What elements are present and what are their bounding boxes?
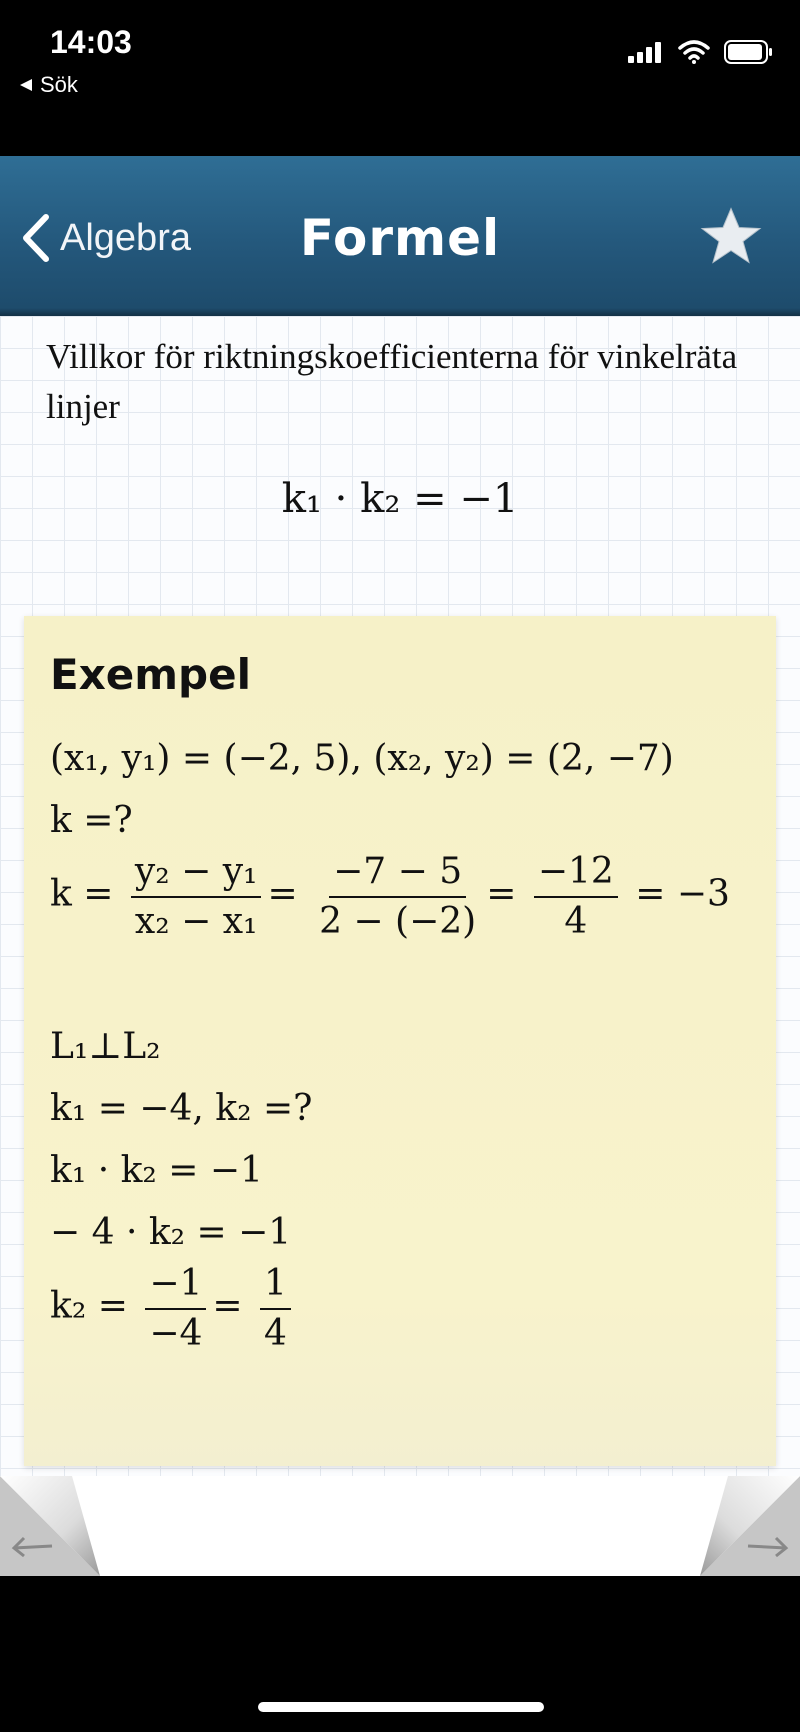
example-k-values: k₁ = −4, k₂ =? [50,1088,313,1129]
example-product: k₁ · k₂ = −1 [50,1150,263,1191]
example-k-question: k =? [50,800,133,841]
example-title: Exempel [50,650,251,699]
fraction-k2 [145,1264,206,1353]
fraction-denominator: 2 − (−2) [319,900,477,942]
fraction-slope-formula [131,852,262,941]
example-k2-calculation: k₂ = $\frac{-1}{-4}$ = $\frac{1}{4}$ [50,1264,297,1353]
star-icon [700,207,762,265]
home-indicator[interactable] [258,1702,544,1712]
back-button-label: Algebra [60,216,191,259]
fraction-numerator: −7 − 5 [329,852,466,898]
triangle-left-icon [18,77,34,93]
formula-page [0,316,800,1576]
main-formula: k₁ · k₂ = −1 [281,476,519,522]
fraction-denominator: 4 [264,1312,287,1354]
example-points: (x₁, y₁) = (−2, 5), (x₂, y₂) = (2, −7) [50,738,674,779]
fraction-denominator: −4 [149,1312,203,1354]
wifi-icon [678,40,710,64]
back-to-app[interactable] [18,72,78,98]
fraction-denominator: x₂ − x₁ [134,900,258,942]
example-perpendicular: L₁⊥L₂ [50,1026,161,1067]
page-footer [0,1476,800,1576]
page-curl-left [0,1476,110,1576]
page-curl-right [690,1476,800,1576]
fraction-numerator: y₂ − y₁ [131,852,262,898]
status-time: 14:03 [50,24,132,60]
fraction-denominator: 4 [564,900,588,942]
next-page-button[interactable] [690,1476,800,1581]
nav-bar [0,156,800,316]
battery-icon [724,40,774,64]
example-k-calculation: k = $\frac{\text{y₂ − y₁}}{\text{x₂ − x₁}}$ = $\frac{-7 - 5}{2 - (-2)}$ = $\frac{-12}{4}$ = −3 [50,851,730,942]
back-app-label: Sök [40,72,78,97]
fraction-simplified [534,852,618,941]
k2-calc-lhs: k₂ = [50,1285,128,1327]
fraction-numerator: 1 [260,1264,291,1310]
page-title: Formel [299,209,501,267]
example-card [24,616,776,1466]
fraction-substituted [315,852,480,941]
fraction-k2-result [260,1264,291,1353]
fraction-numerator: −12 [534,852,618,898]
status-bar [0,0,800,156]
k-calc-result: = −3 [635,873,730,915]
previous-page-button[interactable] [0,1476,110,1581]
formula-description: Villkor för riktningskoefficienterna för vinkelräta linjer [46,337,738,426]
favorite-button[interactable] [700,207,762,270]
k-calc-lhs: k = [50,873,114,915]
fraction-numerator: −1 [145,1264,206,1310]
example-substituted: − 4 · k₂ = −1 [50,1212,292,1253]
system-icons [628,40,774,64]
signal-icon [628,41,664,63]
